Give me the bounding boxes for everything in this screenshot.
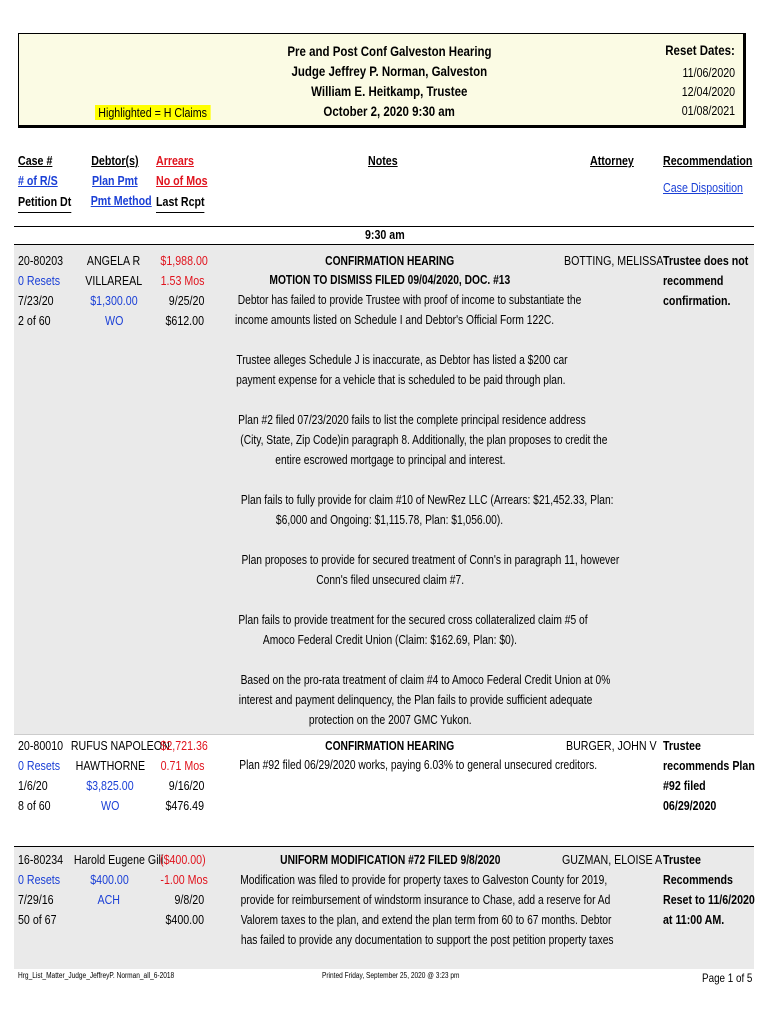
col-plan-pmt: Plan Pmt <box>92 173 138 188</box>
highlight-legend: Highlighted = H Claims <box>95 105 210 120</box>
col-case <box>18 151 83 213</box>
recommendation-line: recommend <box>663 273 724 288</box>
petition-date: 7/29/16 <box>18 892 54 907</box>
debtor-name: ANGELA R <box>87 253 141 268</box>
case-number[interactable]: 16-80234 <box>18 852 64 867</box>
col-pmt-method: Pmt Method <box>90 193 152 208</box>
case-number[interactable]: 20-80203 <box>18 253 64 268</box>
note-line: Amoco Federal Credit Union (Claim: $162.69, Plan: $0). <box>262 633 518 647</box>
footer-page-number: Page 1 of 5 <box>701 971 752 985</box>
note-line: entire escrowed mortgage to principal and interest. <box>274 453 506 467</box>
col-attorney: Attorney <box>590 153 634 168</box>
recommendation-line: recommends Plan <box>663 758 755 773</box>
last-receipt-amount: $476.49 <box>165 798 204 813</box>
debtor-name: VILLAREAL <box>85 273 143 288</box>
col-debtors: Debtor(s) <box>91 153 139 168</box>
header-title: Pre and Post Conf Galveston Hearing <box>286 43 492 59</box>
plan-term: 50 of 67 <box>18 912 57 927</box>
note-line: payment expense for a vehicle that is scheduled to be paid through plan. <box>236 373 566 387</box>
payment-method: WO <box>100 798 120 813</box>
col-no-of-mos: No of Mos <box>156 173 208 188</box>
recommendation-line: at 11:00 AM. <box>663 912 725 927</box>
note-line: Based on the pro-rata treatment of claim #4 to Amoco Federal Credit Union at 0% <box>240 673 611 687</box>
header-datetime: October 2, 2020 9:30 am <box>323 103 455 119</box>
case-number[interactable]: 20-80010 <box>18 738 64 753</box>
divider <box>14 734 754 735</box>
note-line: Plan #92 filed 06/29/2020 works, paying 6.03% to general unsecured creditors. <box>239 758 598 772</box>
note-line: protection on the 2007 GMC Yukon. <box>308 713 472 727</box>
note-line: Plan fails to provide treatment for the secured cross collateralized claim #5 of <box>238 613 588 627</box>
last-receipt-date: 9/25/20 <box>168 293 204 308</box>
reset-dates-title: Reset Dates: <box>665 42 735 58</box>
plan-term: 2 of 60 <box>18 313 51 328</box>
note-line: (City, State, Zip Code)in paragraph 8. Additionally, the plan proposes to credit the <box>240 433 608 447</box>
col-recommendation: Recommendation <box>663 153 753 168</box>
hearing-title: CONFIRMATION HEARING <box>325 254 455 268</box>
report-header-box <box>18 33 746 128</box>
note-line: Plan proposes to provide for secured treatment of Conn's in paragraph 11, however <box>241 553 620 567</box>
col-debtor <box>84 151 152 211</box>
footer-report-id: Hrg_List_Matter_Judge_JeffreyP. Norman_all_6-2018 <box>18 971 175 980</box>
arrears-amount: ($400.00) <box>160 852 206 867</box>
motion-title: MOTION TO DISMISS FILED 09/04/2020, DOC. #13 <box>269 273 511 287</box>
reset-dates-list <box>670 63 735 120</box>
reset-date: 11/06/2020 <box>682 65 735 80</box>
col-notes: Notes <box>368 153 398 168</box>
col-last-rcpt: Last Rcpt <box>156 192 205 213</box>
note-line: Valorem taxes to the plan, and extend the plan term from 60 to 67 months. Debtor <box>240 913 612 927</box>
header-judge: Judge Jeffrey P. Norman, Galveston <box>291 63 487 79</box>
plan-payment: $1,300.00 <box>90 293 138 308</box>
recommendation-line: 06/29/2020 <box>663 798 717 813</box>
recommendation-line: #92 filed <box>663 778 706 793</box>
note-line: Trustee alleges Schedule J is inaccurate, as Debtor has listed a $200 car <box>236 353 568 367</box>
resets-count: 0 Resets <box>18 872 61 887</box>
months-delinquent: 0.71 Mos <box>160 758 204 773</box>
plan-term: 8 of 60 <box>18 798 51 813</box>
attorney-name: GUZMAN, ELOISE A <box>562 852 663 867</box>
payment-method: WO <box>104 313 124 328</box>
plan-payment: $3,825.00 <box>86 778 134 793</box>
recommendation-line: Trustee <box>663 738 701 753</box>
petition-date: 1/6/20 <box>18 778 48 793</box>
header-trustee: William E. Heitkamp, Trustee <box>310 83 468 99</box>
col-arrears <box>156 151 219 213</box>
arrears-amount: $1,988.00 <box>160 253 208 268</box>
resets-count: 0 Resets <box>18 758 61 773</box>
case-disposition-link[interactable]: Case Disposition <box>663 180 743 195</box>
note-line: Modification was filed to provide for property taxes to Galveston County for 2019, <box>240 873 608 887</box>
debtor-name: HAWTHORNE <box>75 758 145 773</box>
col-arrears-label: Arrears <box>156 153 194 168</box>
last-receipt-date: 9/16/20 <box>168 778 204 793</box>
last-receipt-date: 9/8/20 <box>174 892 204 907</box>
petition-date: 7/23/20 <box>18 293 54 308</box>
recommendation-line: Trustee <box>663 852 701 867</box>
note-line: Plan #2 filed 07/23/2020 fails to list the complete principal residence address <box>238 413 586 427</box>
col-case-no: Case # <box>18 153 53 168</box>
section-time: 9:30 am <box>365 227 405 242</box>
plan-payment: $400.00 <box>89 872 129 887</box>
reset-date: 12/04/2020 <box>681 84 735 99</box>
note-line: has failed to provide any documentation to support the post petition property taxes <box>240 933 614 947</box>
recommendation-line: Trustee does not <box>663 253 749 268</box>
recommendation-line: confirmation. <box>663 293 731 308</box>
last-receipt-amount: $612.00 <box>165 313 204 328</box>
arrears-amount: $2,721.36 <box>160 738 208 753</box>
case-row <box>18 251 73 331</box>
recommendation-line: Recommends <box>663 872 733 887</box>
resets-count: 0 Resets <box>18 273 61 288</box>
attorney-name: BURGER, JOHN V <box>566 738 657 753</box>
attorney-name: BOTTING, MELISSA <box>564 253 664 268</box>
recommendation-line: Reset to 11/6/2020 <box>663 892 755 907</box>
months-delinquent: -1.00 Mos <box>160 872 208 887</box>
note-line: Plan fails to fully provide for claim #10 of NewRez LLC (Arrears: $21,452.33, Plan: <box>240 493 614 507</box>
debtor-name: Harold Eugene Gill <box>73 852 164 867</box>
reset-date: 01/08/2021 <box>681 103 735 118</box>
note-line: Debtor has failed to provide Trustee with proof of income to substantiate the <box>237 293 582 307</box>
months-delinquent: 1.53 Mos <box>160 273 204 288</box>
debtor-name: RUFUS NAPOLEON <box>70 738 170 753</box>
payment-method: ACH <box>97 892 121 907</box>
footer-printed-date: Printed Friday, September 25, 2020 @ 3:23 pm <box>322 971 460 980</box>
modification-title: UNIFORM MODIFICATION #72 FILED 9/8/2020 <box>279 853 501 867</box>
col-petition-dt: Petition Dt <box>18 192 71 213</box>
note-line: interest and payment delinquency, the Plan fails to provide sufficient adequate <box>238 693 593 707</box>
note-line: $6,000 and Ongoing: $1,115.78, Plan: $1,056.00). <box>276 513 504 527</box>
hearing-title: CONFIRMATION HEARING <box>325 739 455 753</box>
note-line: provide for reimbursement of windstorm insurance to Chase, add a reserve for Ad <box>240 893 611 907</box>
note-line: Conn's filed unsecured claim #7. <box>316 573 464 587</box>
col-resets: # of R/S <box>18 173 58 188</box>
note-line: income amounts listed on Schedule I and Debtor's Official Form 122C. <box>235 313 555 327</box>
last-receipt-amount: $400.00 <box>165 912 204 927</box>
